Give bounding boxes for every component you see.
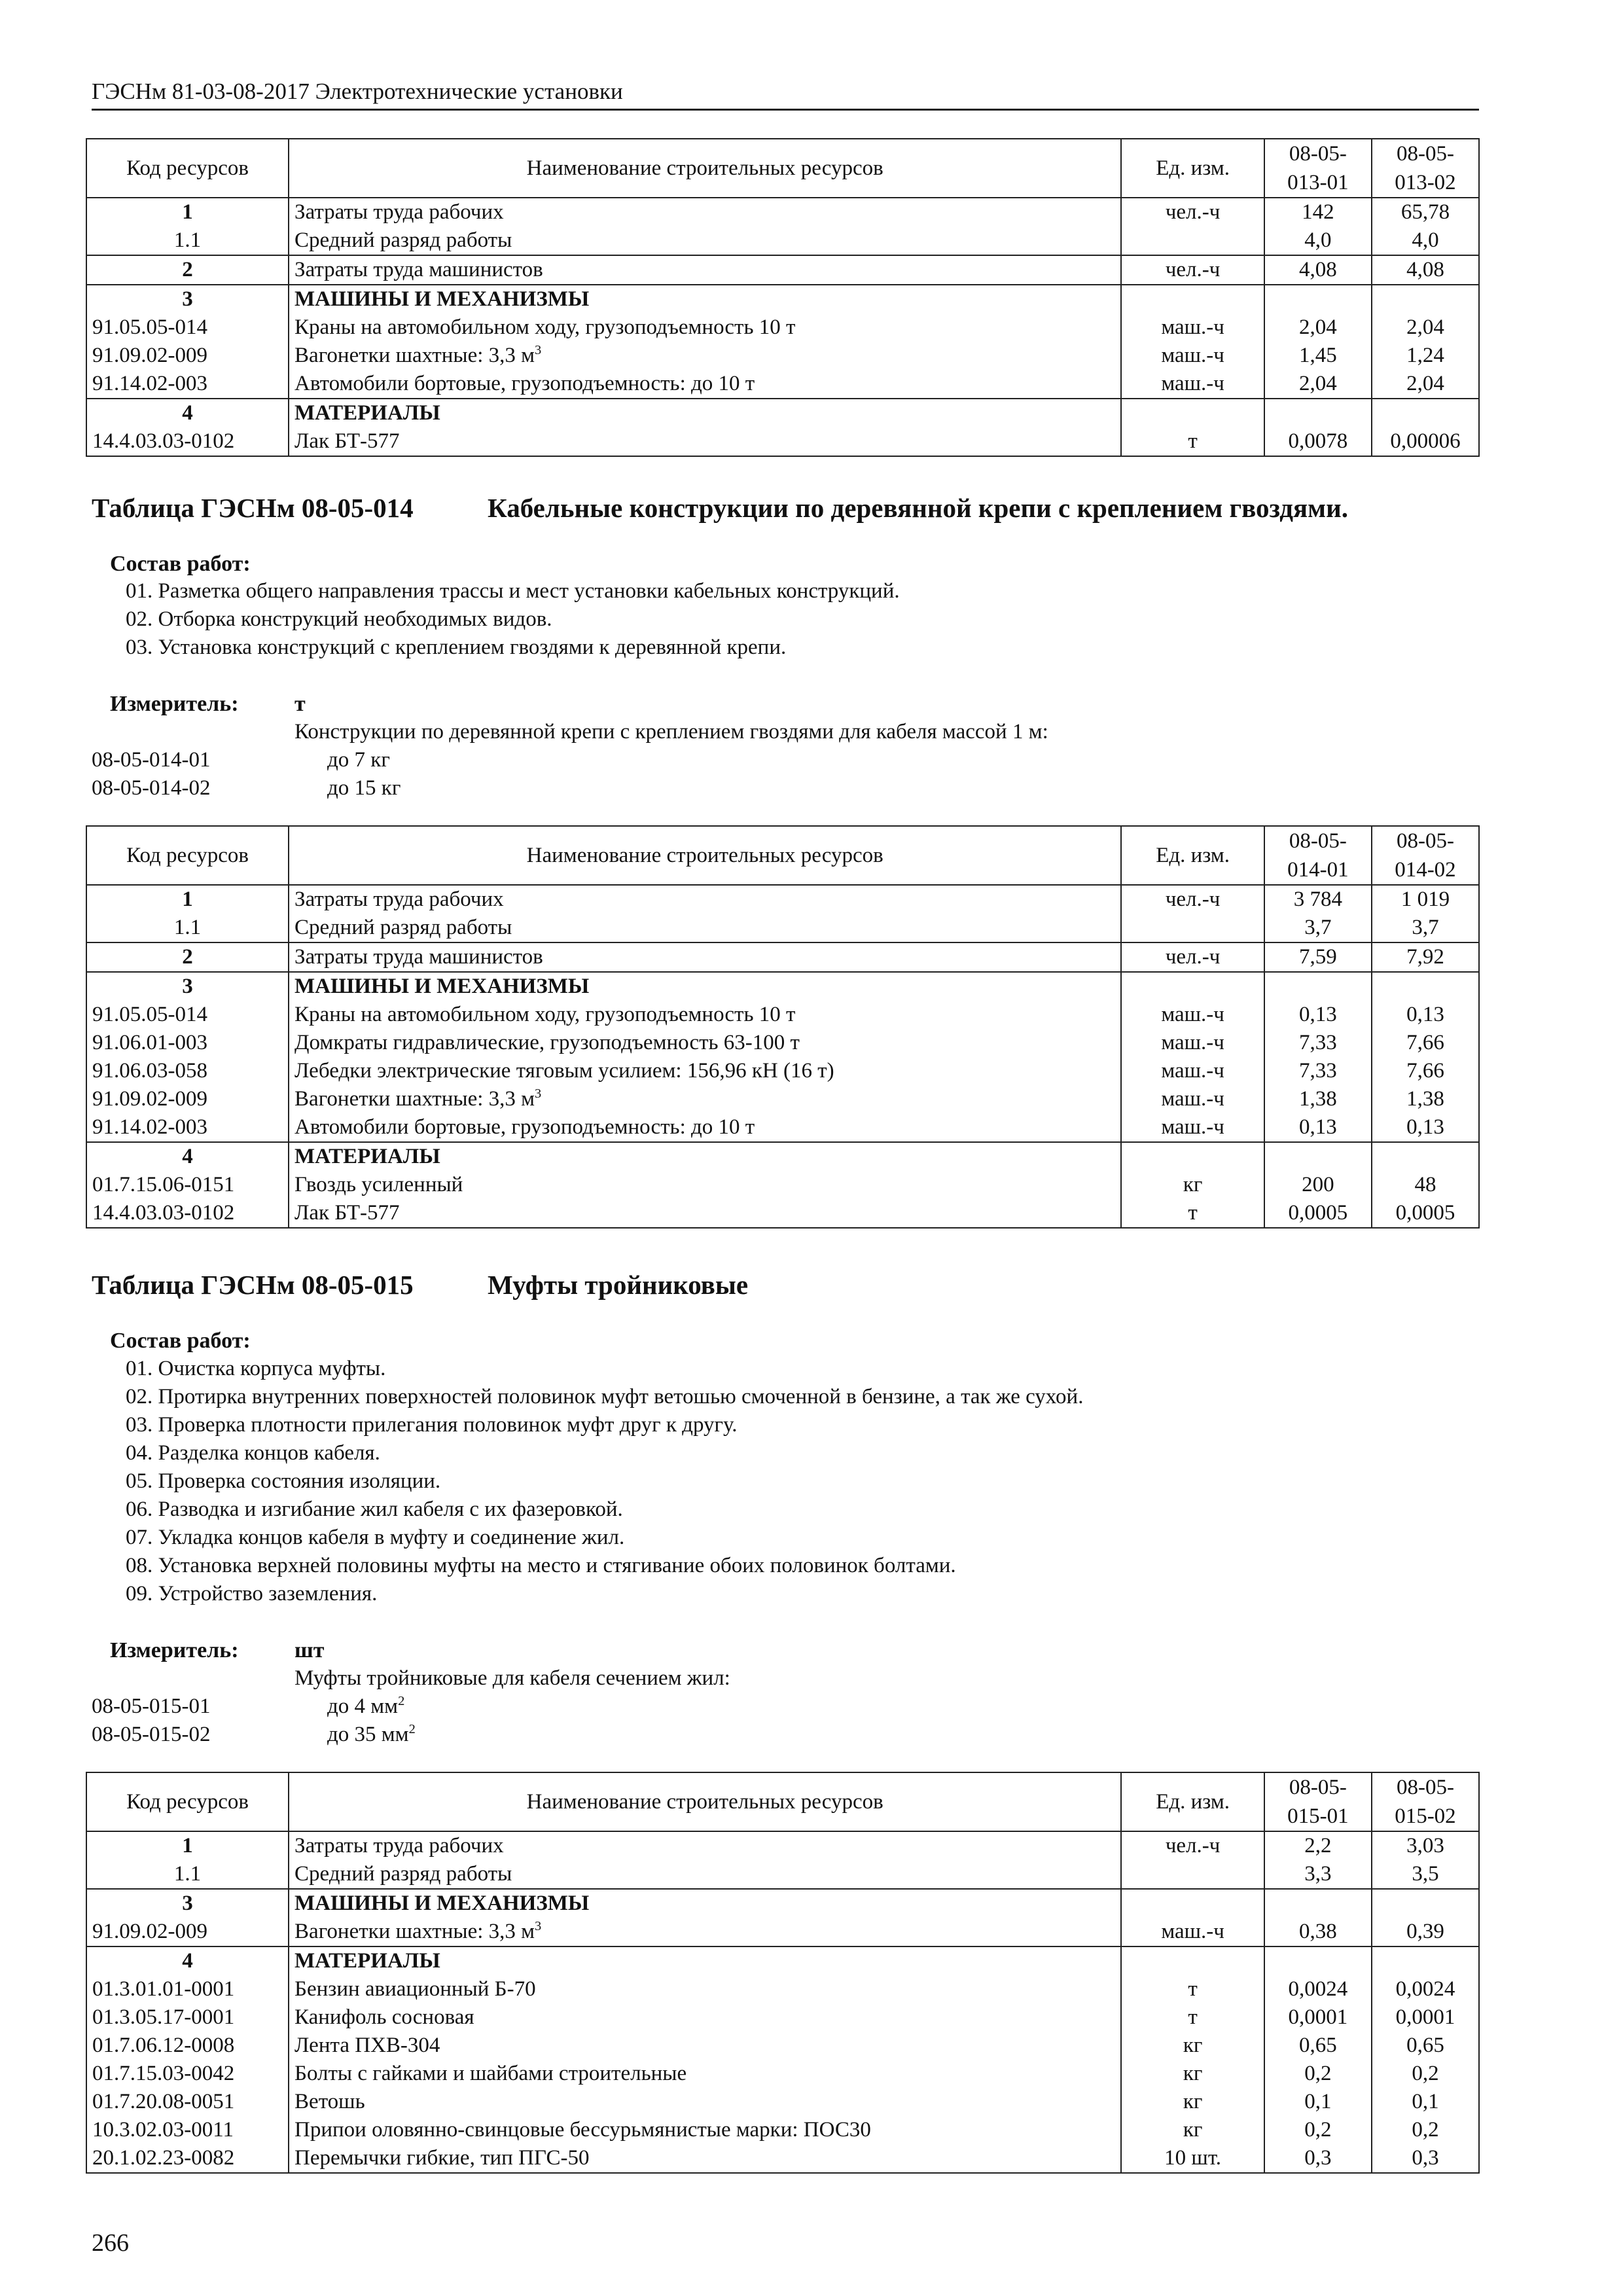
table-row: 4 МАТЕРИАЛЫ: [86, 1142, 1479, 1171]
work-step: 03. Установка конструкций с креплением гвоздями к деревянной крепи.: [126, 636, 787, 659]
norm-value: до 7 кг: [327, 748, 390, 772]
measure-description: Муфты тройниковые для кабеля сечением жил:: [294, 1666, 730, 1690]
table-row: 10.3.02.03-0011 Припои оловянно-свинцовые бессурьмянистые марки: ПОС30 кг 0,2 0,2: [86, 2116, 1479, 2144]
table-header-row: [86, 139, 1479, 198]
work-step: 05. Проверка состояния изоляции.: [126, 1469, 441, 1493]
work-step: 09. Устройство заземления.: [126, 1582, 378, 1605]
measure-unit: шт: [294, 1638, 325, 1662]
table-row: 91.06.03-058 Лебедки электрические тяговым усилием: 156,96 кН (16 т) маш.-ч 7,33 7,66: [86, 1057, 1479, 1085]
norm-code: 08-05-014-01: [92, 748, 211, 772]
table-row: 4 МАТЕРИАЛЫ: [86, 1946, 1479, 1975]
col-header-unit: Ед. изм.: [1121, 139, 1264, 198]
table-row: 2 Затраты труда машинистов чел.-ч 4,08 4,08: [86, 255, 1479, 285]
resource-table-013: [86, 138, 1480, 457]
measure-label: Измеритель:: [110, 1638, 239, 1662]
col-header-name: Наименование строительных ресурсов: [289, 1772, 1121, 1831]
work-step: 02. Протирка внутренних поверхностей половинок муфт ветошью смоченной в бензине, а так же сухой.: [126, 1385, 1084, 1408]
header-title: ГЭСНм 81-03-08-2017 Электротехнические установки: [92, 79, 623, 104]
page-header: [92, 77, 1479, 111]
col-header-name: Наименование строительных ресурсов: [289, 139, 1121, 198]
table-row: 1.1 Средний разряд работы 3,3 3,5: [86, 1860, 1479, 1889]
table-row: 20.1.02.23-0082 Перемычки гибкие, тип ПГС-50 10 шт. 0,3 0,3: [86, 2144, 1479, 2173]
col-header-name: Наименование строительных ресурсов: [289, 826, 1121, 885]
table-row: 4 МАТЕРИАЛЫ: [86, 399, 1479, 427]
work-step: 06. Разводка и изгибание жил кабеля с их фазеровкой.: [126, 1498, 623, 1521]
table-header-row: [86, 1772, 1479, 1831]
table-row: 91.09.02-009 Вагонетки шахтные: 3,3 $м^3$ маш.-ч 0,38 0,39: [86, 1918, 1479, 1946]
table-row: 1 Затраты труда рабочих чел.-ч 2,2 3,03: [86, 1831, 1479, 1860]
norm-value: до 35 $мм^2$: [327, 1722, 416, 1746]
col-header-b: 08-05- 014-02: [1372, 826, 1479, 885]
table-row: 01.3.05.17-0001 Канифоль сосновая т 0,0001 0,0001: [86, 2003, 1479, 2032]
col-header-code: Код ресурсов: [86, 1772, 289, 1831]
table-row: 1.1 Средний разряд работы 3,7 3,7: [86, 914, 1479, 942]
resource-table-014: [86, 825, 1480, 1229]
work-step: 08. Установка верхней половины муфты на место и стягивание обоих половинок болтами.: [126, 1554, 956, 1577]
work-composition-label: Состав работ:: [110, 1329, 251, 1353]
table-row: 1 Затраты труда рабочих чел.-ч 142 65,78: [86, 198, 1479, 226]
table-row: 01.7.15.03-0042 Болты с гайками и шайбами строительные кг 0,2 0,2: [86, 2060, 1479, 2088]
work-step: 01. Очистка корпуса муфты.: [126, 1357, 386, 1380]
norm-value: до 15 кг: [327, 776, 401, 800]
col-header-a: 08-05- 014-01: [1264, 826, 1372, 885]
table-row: 14.4.03.03-0102 Лак БТ-577 т 0,0078 0,00006: [86, 427, 1479, 456]
work-step: 02. Отборка конструкций необходимых видов.: [126, 607, 552, 631]
table-row: 91.05.05-014 Краны на автомобильном ходу, грузоподъемность 10 т маш.-ч 2,04 2,04: [86, 314, 1479, 342]
measure-description: Конструкции по деревянной крепи с креплением гвоздями для кабеля массой 1 м:: [294, 720, 1048, 744]
work-composition-label: Состав работ:: [110, 552, 251, 576]
work-step: 01. Разметка общего направления трассы и мест установки кабельных конструкций.: [126, 579, 900, 603]
table-title-014: Таблица ГЭСНм 08-05-014 Кабельные конструкции по деревянной крепи с креплением гвоздями.: [92, 493, 1348, 523]
work-step: 03. Проверка плотности прилегания половинок муфт друг к другу.: [126, 1413, 738, 1437]
table-header-row: [86, 826, 1479, 885]
table-row: 91.14.02-003 Автомобили бортовые, грузоподъемность: до 10 т маш.-ч 2,04 2,04: [86, 370, 1479, 399]
measure-unit: т: [294, 692, 306, 716]
measure-label: Измеритель:: [110, 692, 239, 716]
table-row: 1 Затраты труда рабочих чел.-ч 3 784 1 019: [86, 885, 1479, 914]
table-row: 1.1 Средний разряд работы 4,0 4,0: [86, 226, 1479, 255]
table-row: 91.09.02-009 Вагонетки шахтные: 3,3 $м^3$ маш.-ч 1,38 1,38: [86, 1085, 1479, 1113]
table-row: 91.06.01-003 Домкраты гидравлические, грузоподъемность 63-100 т маш.-ч 7,33 7,66: [86, 1029, 1479, 1057]
table-row: 3 МАШИНЫ И МЕХАНИЗМЫ: [86, 1889, 1479, 1918]
table-row: 01.7.15.06-0151 Гвоздь усиленный кг 200 48: [86, 1171, 1479, 1199]
table-row: 91.09.02-009 Вагонетки шахтные: 3,3 $м^3$ маш.-ч 1,45 1,24: [86, 342, 1479, 370]
col-header-code: Код ресурсов: [86, 826, 289, 885]
table-row: 01.7.06.12-0008 Лента ПХВ-304 кг 0,65 0,65: [86, 2032, 1479, 2060]
work-step: 04. Разделка концов кабеля.: [126, 1441, 380, 1465]
norm-code: 08-05-014-02: [92, 776, 211, 800]
table-row: 91.05.05-014 Краны на автомобильном ходу, грузоподъемность 10 т маш.-ч 0,13 0,13: [86, 1001, 1479, 1029]
col-header-code: Код ресурсов: [86, 139, 289, 198]
col-header-unit: Ед. изм.: [1121, 1772, 1264, 1831]
table-title-015: Таблица ГЭСНм 08-05-015 Муфты тройниковые: [92, 1270, 749, 1300]
table-row: 91.14.02-003 Автомобили бортовые, грузоподъемность: до 10 т маш.-ч 0,13 0,13: [86, 1113, 1479, 1142]
table-row: 3 МАШИНЫ И МЕХАНИЗМЫ: [86, 972, 1479, 1001]
table-row: 01.7.20.08-0051 Ветошь кг 0,1 0,1: [86, 2088, 1479, 2116]
col-header-a: 08-05- 013-01: [1264, 139, 1372, 198]
norm-value: до 4 $мм^2$: [327, 1694, 405, 1718]
page-number: 266: [92, 2229, 129, 2257]
work-step: 07. Укладка концов кабеля в муфту и соединение жил.: [126, 1526, 625, 1549]
resource-table-015: [86, 1772, 1480, 2174]
table-row: 01.3.01.01-0001 Бензин авиационный Б-70 т 0,0024 0,0024: [86, 1975, 1479, 2003]
table-row: 3 МАШИНЫ И МЕХАНИЗМЫ: [86, 285, 1479, 314]
table-row: 14.4.03.03-0102 Лак БТ-577 т 0,0005 0,0005: [86, 1199, 1479, 1228]
table-row: 2 Затраты труда машинистов чел.-ч 7,59 7,92: [86, 942, 1479, 972]
norm-code: 08-05-015-02: [92, 1723, 211, 1746]
col-header-b: 08-05- 015-02: [1372, 1772, 1479, 1831]
col-header-a: 08-05- 015-01: [1264, 1772, 1372, 1831]
col-header-unit: Ед. изм.: [1121, 826, 1264, 885]
norm-code: 08-05-015-01: [92, 1695, 211, 1718]
col-header-b: 08-05- 013-02: [1372, 139, 1479, 198]
